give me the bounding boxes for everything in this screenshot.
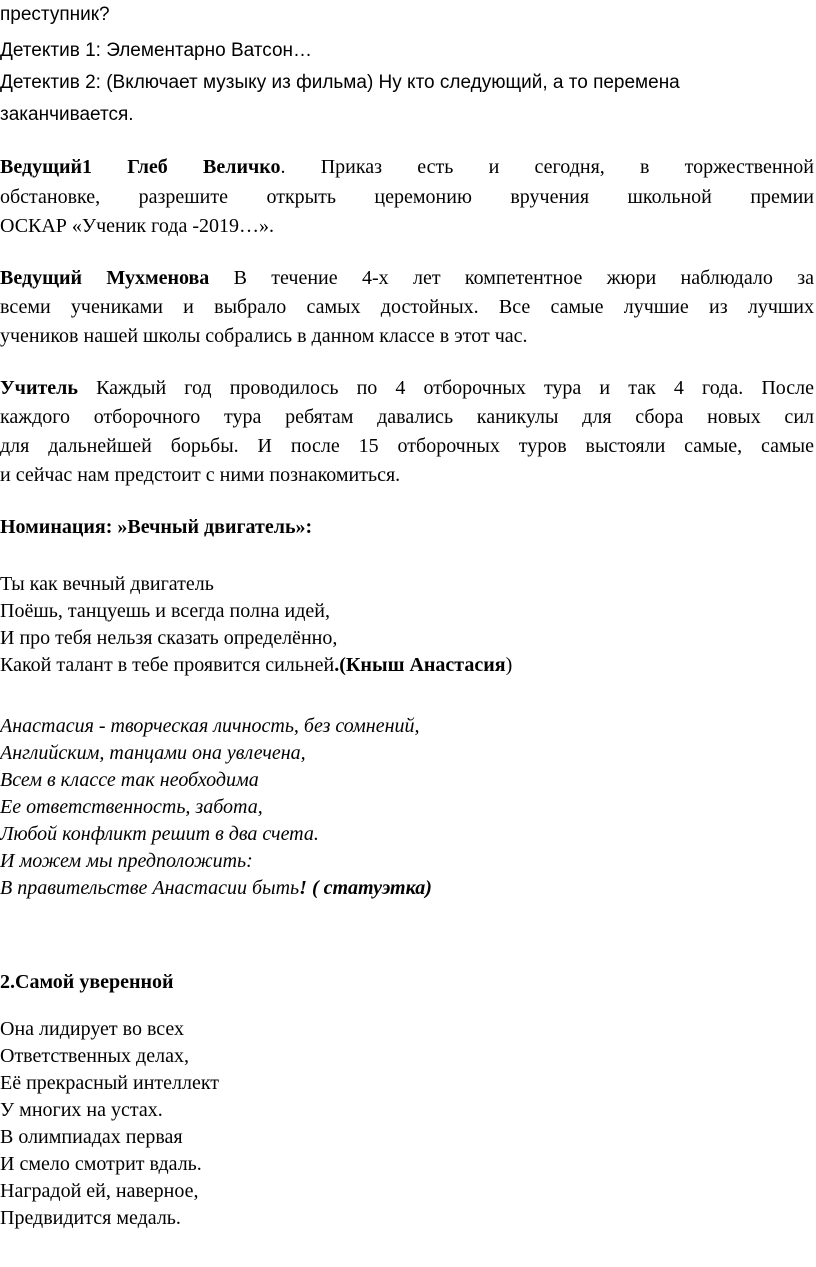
poem-line: У многих на устах. [0, 1099, 163, 1121]
winner-name: Кныш Анастасия [345, 654, 506, 676]
text-line: для дальнейшей борьбы. И после 15 отборочных туров выстояли самые, самые [0, 435, 814, 457]
text-line: Ведущий Мухменова В течение 4-х лет компетентное жюри наблюдало за [0, 267, 814, 289]
award-label: ! ( статуэтка) [299, 877, 432, 899]
poem-line: Она лидирует во всех [0, 1018, 185, 1040]
poem-line: В правительстве Анастасии быть! ( статуэтка) [0, 877, 432, 899]
speaker-name: Учитель [0, 377, 78, 399]
poem-line: И смело смотрит вдаль. [0, 1153, 202, 1175]
text-line: Учитель Каждый год проводилось по 4 отборочных тура и так 4 года. После [0, 377, 814, 399]
poem-line: Поёшь, танцуешь и всегда полна идей, [0, 600, 330, 622]
poem-line: Наградой ей, наверное, [0, 1180, 199, 1202]
poem-line: Ответственных делах, [0, 1045, 189, 1067]
poem-line: И про тебя нельзя сказать определённо, [0, 627, 338, 649]
speaker-name: Ведущий Мухменова [0, 267, 210, 289]
poem-line: Какой талант в тебе проявится сильней.(Кныш Анастасия) [0, 654, 513, 676]
poem-line: Всем в классе так необходима [0, 769, 259, 791]
text-line: преступник? [0, 4, 110, 25]
poem-line: Любой конфликт решит в два счета. [0, 823, 319, 845]
nomination-title: 2.Самой уверенной [0, 971, 174, 993]
nomination-title: Номинация: »Вечный двигатель»: [0, 516, 313, 538]
text-line: каждого отборочного тура ребятам давались каникулы для сбора новых сил [0, 406, 814, 428]
text-line: Детектив 1: Элементарно Ватсон… [0, 40, 313, 61]
text-line: Детектив 2: (Включает музыку из фильма) Ну кто следующий, а то перемена [0, 72, 680, 93]
text-line: ОСКАР «Ученик года -2019…». [0, 215, 274, 237]
poem-line: Английским, танцами она увлечена, [0, 742, 306, 764]
text-line: всеми учениками и выбрало самых достойных. Все самые лучшие из лучших [0, 296, 814, 318]
text-line: и сейчас нам предстоит с ними познакомиться. [0, 464, 401, 486]
text-line: учеников нашей школы собрались в данном классе в этот час. [0, 325, 528, 347]
poem-line: Предвидится медаль. [0, 1207, 181, 1229]
text-line: обстановке, разрешите открыть церемонию вручения школьной премии [0, 186, 814, 208]
poem-line: Её прекрасный интеллект [0, 1072, 220, 1094]
text-line: заканчивается. [0, 104, 134, 125]
poem-line: Ее ответственность, забота, [0, 796, 263, 818]
speaker-name: Ведущий1 Глеб Величко [0, 156, 281, 178]
text-line: Ведущий1 Глеб Величко. Приказ есть и сегодня, в торжественной [0, 156, 814, 178]
poem-line: Анастасия - творческая личность, без сомнений, [0, 715, 420, 737]
poem-line: Ты как вечный двигатель [0, 573, 214, 595]
poem-line: И можем мы предположить: [0, 850, 253, 872]
poem-line: В олимпиадах первая [0, 1126, 183, 1148]
